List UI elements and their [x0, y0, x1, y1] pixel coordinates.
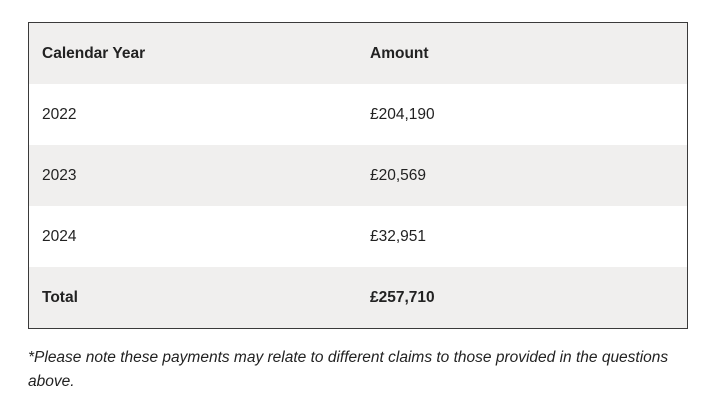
footnote-text: *Please note these payments may relate to different claims to those provided in the questions above.: [28, 349, 669, 390]
row-amount-cell: £32,951: [370, 227, 427, 245]
row-year-cell: 2022: [42, 105, 77, 123]
column-header-amount: Amount: [370, 44, 429, 62]
row-amount-cell: £20,569: [370, 166, 427, 184]
row-year-cell: 2023: [42, 166, 77, 184]
table-header-row: [29, 23, 687, 84]
table-row: [29, 145, 687, 206]
table-row: [29, 206, 687, 267]
table-row: [29, 84, 687, 145]
table-total-row: [29, 267, 687, 328]
total-label-cell: Total: [42, 288, 78, 306]
column-header-calendar-year: Calendar Year: [42, 44, 146, 62]
row-year-cell: 2024: [42, 227, 77, 245]
row-amount-cell: £204,190: [370, 105, 435, 123]
payments-table-grid: [29, 23, 687, 328]
payments-table: [28, 22, 688, 329]
total-amount-cell: £257,710: [370, 288, 435, 306]
